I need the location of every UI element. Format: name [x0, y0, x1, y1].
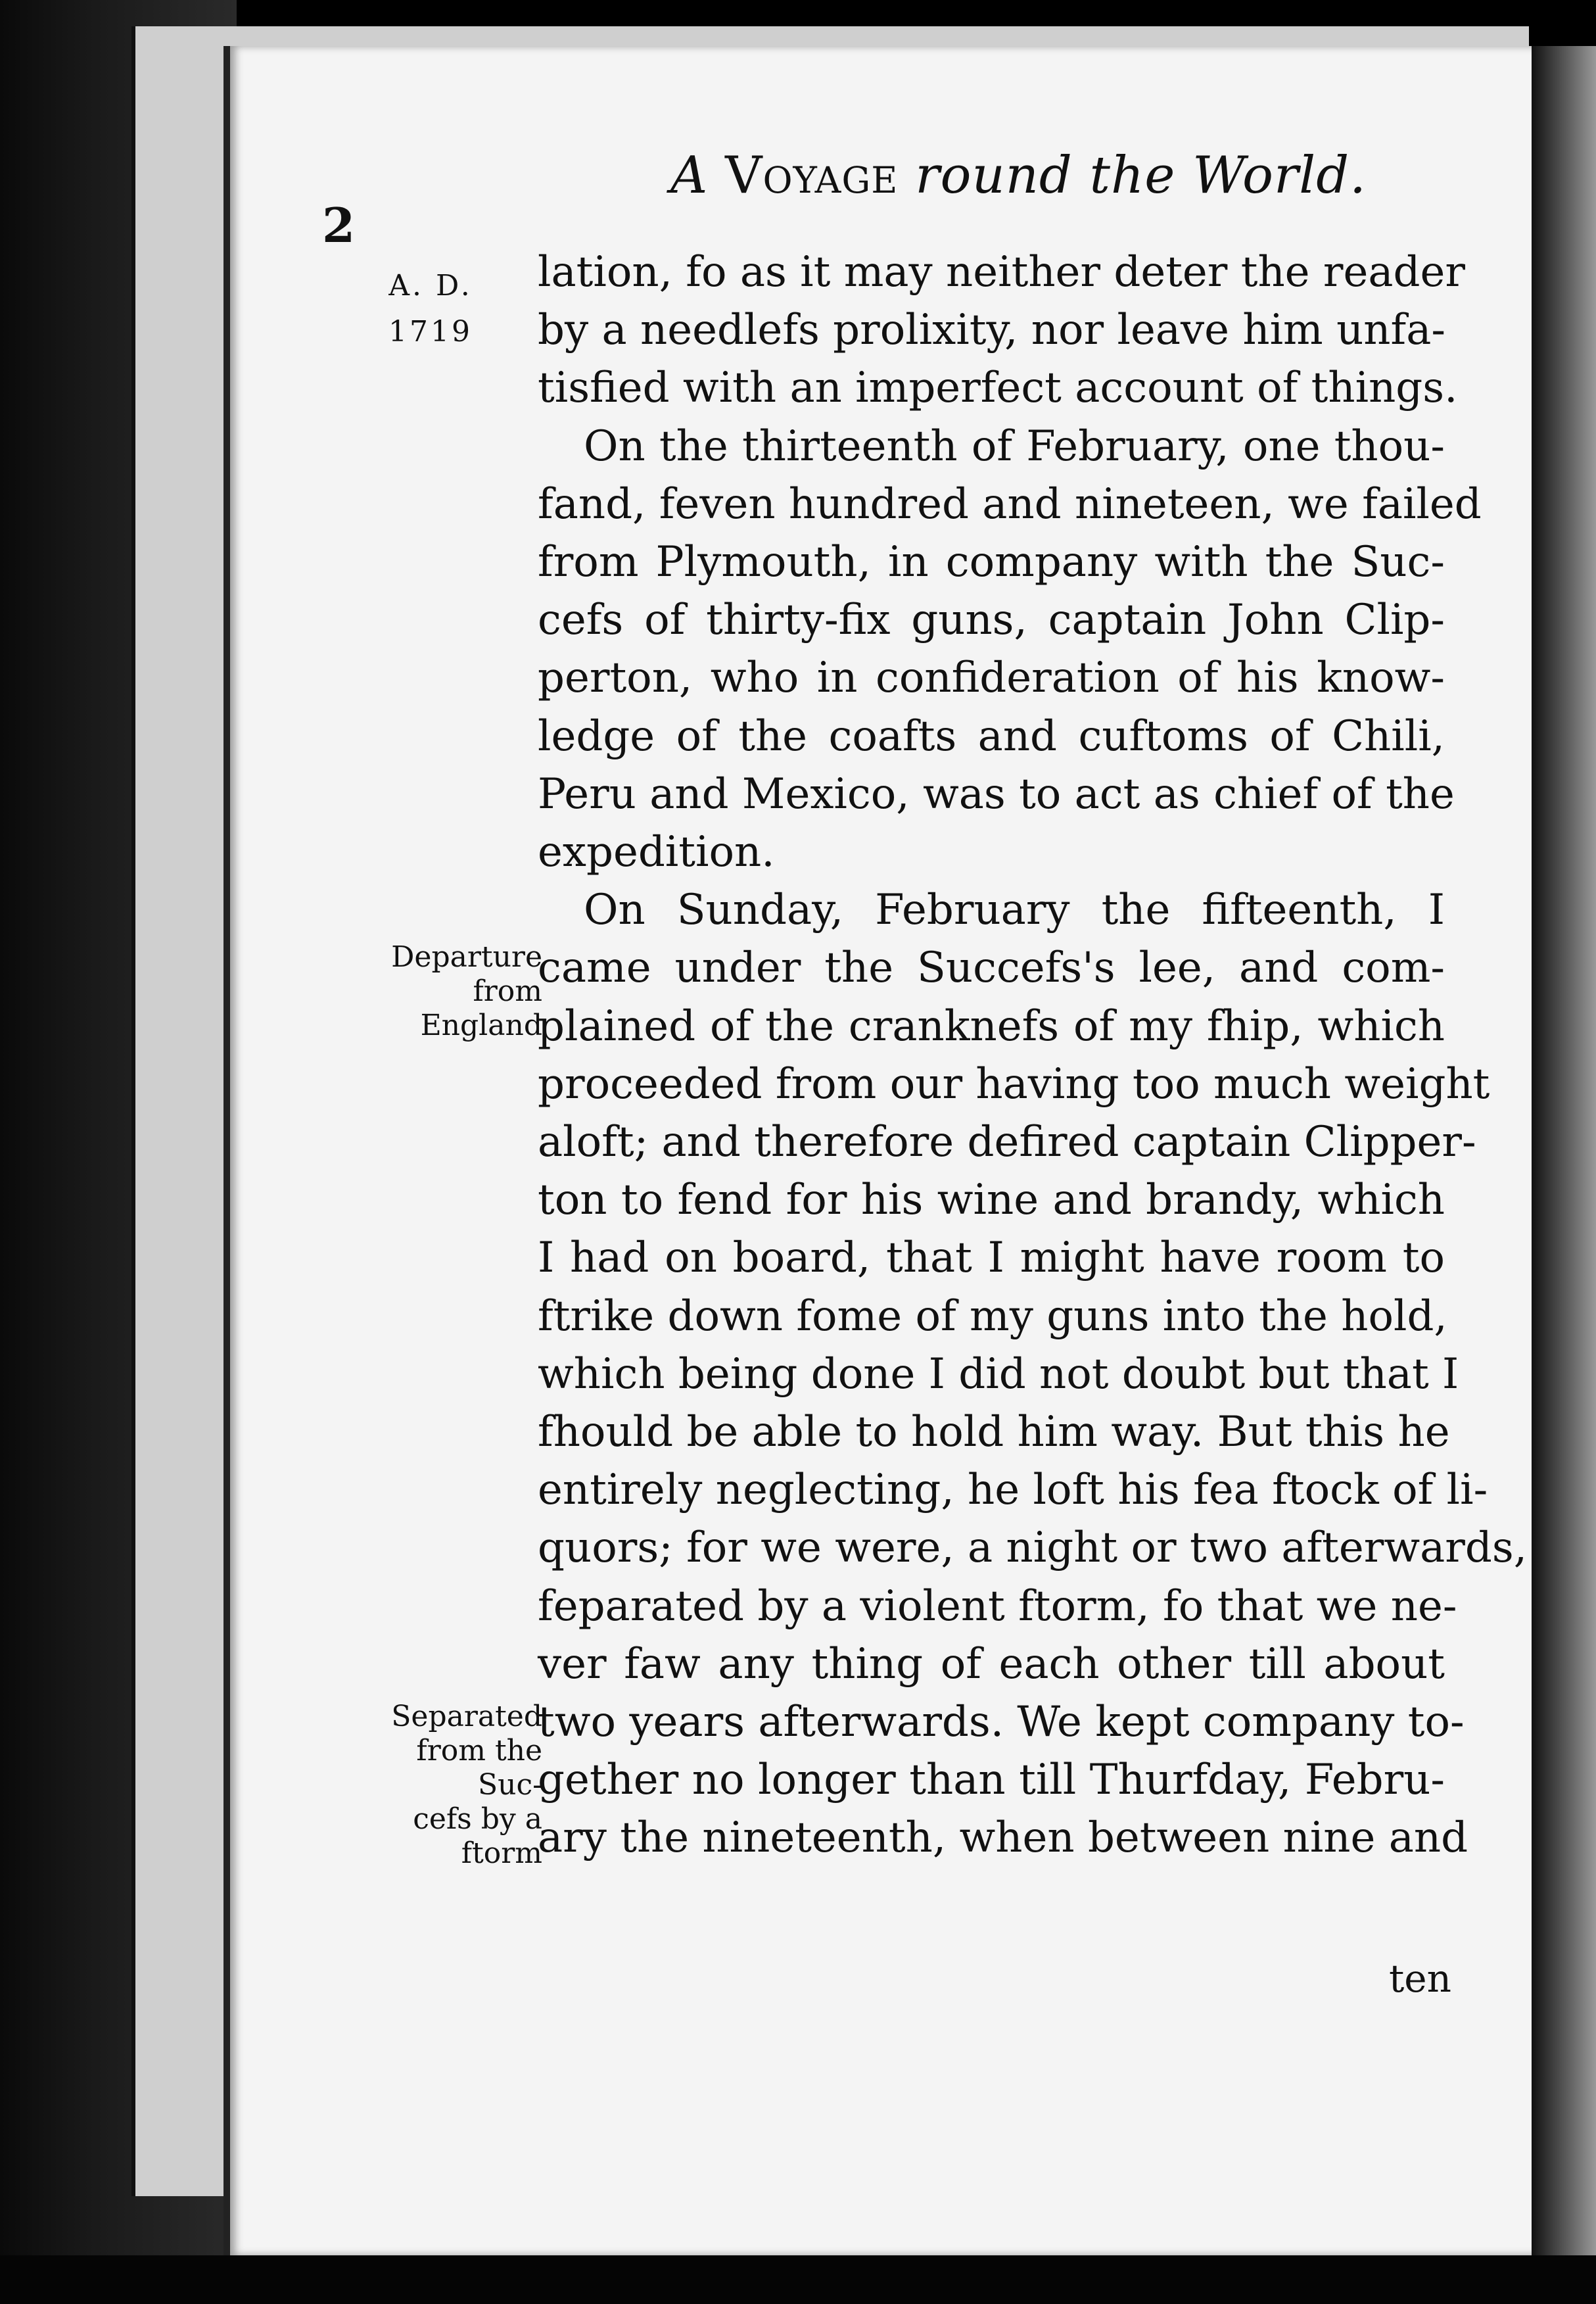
side-note-line: cefs by a ftorm	[413, 1802, 542, 1870]
text-line: ftrike down fome of my guns into the hold,	[538, 1291, 1447, 1341]
body-text	[538, 243, 1528, 1867]
text-line: which being done I did not doubt but that I	[538, 1349, 1459, 1399]
margin-ad: A. D.	[388, 269, 473, 302]
header-smallcaps: Voyage	[725, 146, 899, 205]
text-line: ton to fend for his wine and brandy, which	[538, 1176, 1445, 1225]
side-note-separated	[345, 1700, 542, 1871]
side-note-departure	[345, 940, 542, 1043]
text-line: gether no longer than till Thurfday, Febru-	[538, 1756, 1445, 1805]
text-line: from Plymouth, in company with the Suc-	[538, 538, 1445, 587]
side-note-line: from England	[420, 974, 542, 1042]
margin-year-value: 1719	[388, 315, 473, 348]
header-prefix: A	[670, 146, 709, 205]
text-line: ary the nineteenth, when between nine and	[538, 1813, 1468, 1863]
text-line: fand, feven hundred and nineteen, we failed	[538, 479, 1482, 529]
side-note-line: Departure	[391, 940, 542, 974]
text-line: expedition.	[538, 828, 775, 877]
catchword: ten	[1389, 1956, 1451, 2001]
text-line: On the thirteenth of February, one thou-	[584, 421, 1445, 471]
text-line: aloft; and therefore defired captain Clipper-	[538, 1118, 1476, 1167]
text-line: perton, who in confideration of his know-	[538, 654, 1445, 703]
page-number: 2	[322, 197, 356, 253]
text-line: quors; for we were, a night or two afterwards,	[538, 1524, 1528, 1573]
text-line: cefs of thirty-fix guns, captain John Clip-	[538, 596, 1445, 645]
text-line: plained of the cranknefs of my fhip, which	[538, 1001, 1445, 1051]
margin-date	[371, 263, 490, 355]
side-note-line: from the Suc-	[416, 1734, 542, 1802]
text-line: came under the Succefs's lee, and com-	[538, 944, 1445, 993]
text-line: two years afterwards. We kept company to-	[538, 1698, 1465, 1747]
page-edge-shadow	[1532, 46, 1596, 2282]
text-line: I had on board, that I might have room to	[538, 1234, 1445, 1283]
text-line: On Sunday, February the fifteenth, I	[584, 886, 1445, 935]
text-line: ledge of the coafts and cuftoms of Chili,	[538, 711, 1445, 761]
text-line: ver faw any thing of each other till about	[538, 1639, 1445, 1689]
side-note-line: Separated	[391, 1700, 542, 1733]
text-line: proceeded from our having too much weight	[538, 1059, 1490, 1109]
text-line: by a needlefs prolixity, nor leave him unfa-	[538, 306, 1445, 355]
running-header	[670, 146, 1367, 205]
header-rest: round the World.	[915, 146, 1367, 205]
scan-background-bottom	[0, 2255, 1596, 2304]
text-line: fhould be able to hold him way. But this he	[538, 1408, 1450, 1457]
text-line: Peru and Mexico, was to act as chief of the	[538, 769, 1455, 819]
text-line: tisfied with an imperfect account of things.	[538, 364, 1458, 413]
text-line: entirely neglecting, he loft his fea ftock of li-	[538, 1466, 1488, 1515]
text-line: feparated by a violent ftorm, fo that we ne-	[538, 1581, 1457, 1631]
text-line: lation, fo as it may neither deter the reader	[538, 248, 1465, 297]
